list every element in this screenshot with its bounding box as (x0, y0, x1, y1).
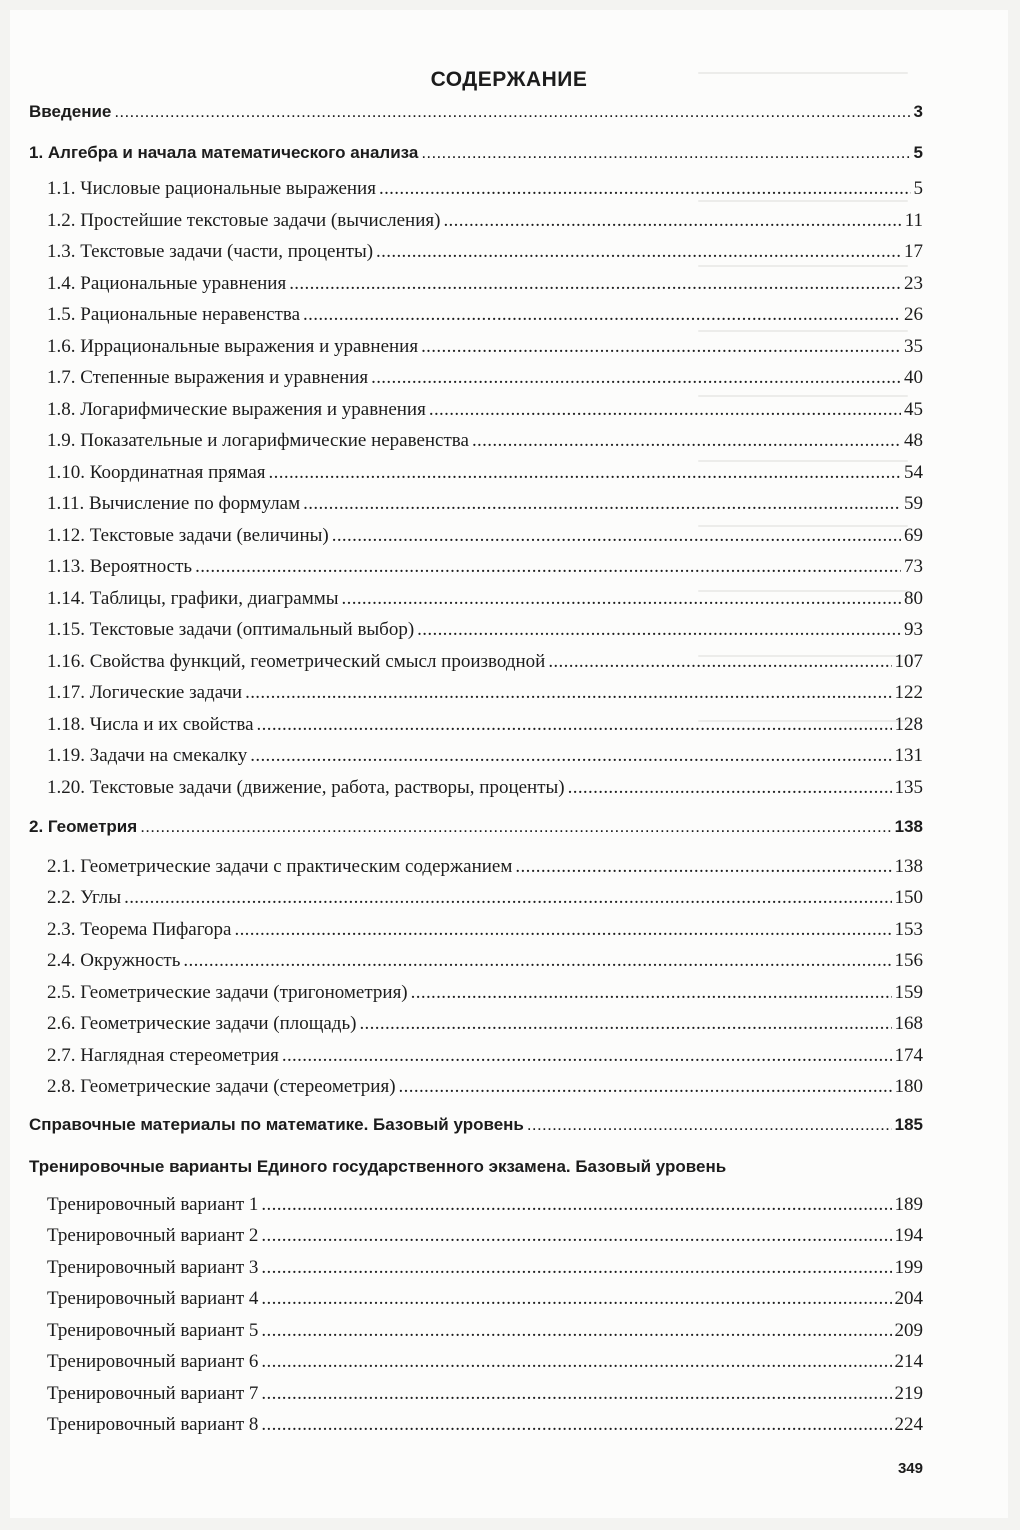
toc-entry-page: 219 (894, 1383, 923, 1404)
toc-entry (47, 335, 923, 359)
dot-leader (261, 1256, 891, 1280)
toc-entry-page: 73 (904, 556, 923, 577)
toc-entry-page: 174 (894, 1045, 923, 1066)
toc-entry (47, 1287, 923, 1311)
toc-entry-title: 1.9. Показательные и логарифмические неравенства (47, 430, 469, 451)
dot-leader (376, 240, 901, 264)
toc-entry (47, 1012, 923, 1036)
toc-entry-page: 224 (894, 1414, 923, 1435)
toc-entry-page: 80 (904, 588, 923, 609)
toc-entry-title: 1.11. Вычисление по формулам (47, 493, 301, 514)
toc-entry-page: 69 (904, 525, 923, 546)
toc-entry-page: 5 (913, 143, 923, 162)
toc-entry-page: 48 (904, 430, 923, 451)
toc-entry (47, 209, 923, 233)
toc-entry-title: Тренировочный вариант 2 (47, 1225, 259, 1246)
toc-entry-page: 214 (894, 1351, 923, 1372)
toc-entry-title: 2.4. Окружность (47, 950, 181, 971)
toc-entry-title: Тренировочный вариант 5 (47, 1320, 259, 1341)
toc-entry-page: 23 (904, 273, 923, 294)
dot-leader (527, 1113, 892, 1137)
toc-entry-page: 153 (894, 919, 923, 940)
toc-entry-title: 1. Алгебра и начала математического анализа (29, 143, 419, 162)
dot-leader (282, 1044, 892, 1068)
dot-leader (261, 1413, 891, 1437)
dot-leader (289, 272, 901, 296)
toc-entry (47, 240, 923, 264)
toc-entry-title: 2.7. Наглядная стереометрия (47, 1045, 279, 1066)
toc-entry-title: 1.14. Таблицы, графики, диаграммы (47, 588, 339, 609)
toc-entry-page: 156 (894, 950, 923, 971)
toc-entry-title: 1.12. Текстовые задачи (величины) (47, 525, 329, 546)
toc-entry-title: Тренировочный вариант 6 (47, 1351, 259, 1372)
toc-entry-title: 1.7. Степенные выражения и уравнения (47, 367, 369, 388)
dot-leader (429, 398, 901, 422)
toc-entry-title: 1.13. Вероятность (47, 556, 193, 577)
toc-entry-page: 168 (894, 1013, 923, 1034)
toc-entry-title: 1.10. Координатная прямая (47, 462, 266, 483)
toc-entry-page: 185 (894, 1115, 923, 1134)
toc-entry (47, 398, 923, 422)
toc-entry (47, 1044, 923, 1068)
toc-entry (47, 713, 923, 737)
toc-entry-title: 1.18. Числа и их свойства (47, 714, 254, 735)
toc-section-entry (29, 815, 923, 839)
toc-entry (47, 1413, 923, 1437)
toc-entry (47, 1319, 923, 1343)
toc-entry-page: 189 (894, 1194, 923, 1215)
toc-entry-title: Тренировочный вариант 1 (47, 1194, 259, 1215)
toc-entry-title: 2.3. Теорема Пифагора (47, 919, 232, 940)
toc-entry-title: Тренировочный вариант 7 (47, 1383, 259, 1404)
toc-entry-page: 209 (894, 1320, 923, 1341)
toc-entry (47, 1075, 923, 1099)
dot-leader (261, 1193, 891, 1217)
dot-leader (269, 461, 901, 485)
dot-leader (261, 1350, 891, 1374)
toc-entry (47, 650, 923, 674)
book-page (10, 10, 1008, 1518)
toc-entry-page: 45 (904, 399, 923, 420)
toc-entry (47, 1256, 923, 1280)
toc-entry (47, 555, 923, 579)
toc-entry-title: 2.2. Углы (47, 887, 122, 908)
dot-leader (261, 1224, 891, 1248)
toc-entry-title: 2.5. Геометрические задачи (тригонометрия) (47, 982, 408, 1003)
toc-entry-title: 1.5. Рациональные неравенства (47, 304, 301, 325)
toc-entry-page: 122 (894, 682, 923, 703)
toc-entry (47, 1382, 923, 1406)
toc-entry-title: Справочные материалы по математике. Базовый уровень (29, 1115, 524, 1134)
toc-entry-title: 1.6. Иррациональные выражения и уравнения (47, 336, 419, 357)
toc-entry-page: 107 (894, 651, 923, 672)
dot-leader (515, 855, 891, 879)
dot-leader (379, 177, 911, 201)
toc-entry-page: 150 (894, 887, 923, 908)
toc-entry-page: 3 (913, 102, 923, 121)
dot-leader (548, 650, 891, 674)
toc-entry-page: 26 (904, 304, 923, 325)
toc-entry-title: 2.8. Геометрические задачи (стереометрия) (47, 1076, 396, 1097)
dot-leader (195, 555, 901, 579)
toc-entry-page: 54 (904, 462, 923, 483)
toc-entry (47, 1193, 923, 1217)
dot-leader (261, 1319, 891, 1343)
toc-entry-page: 93 (904, 619, 923, 640)
toc-entry (47, 918, 923, 942)
dot-leader (359, 1012, 891, 1036)
toc-entry (47, 177, 923, 201)
toc-entry (47, 429, 923, 453)
toc-entry-page: 17 (904, 241, 923, 262)
toc-entry (47, 776, 923, 800)
toc-entry (47, 981, 923, 1005)
toc-entry (47, 744, 923, 768)
dot-leader (257, 713, 892, 737)
dot-leader (261, 1382, 891, 1406)
dot-leader (183, 949, 891, 973)
toc-entry (47, 1224, 923, 1248)
dot-leader (421, 141, 910, 165)
toc-entry-page: 138 (894, 817, 923, 836)
dot-leader (245, 681, 891, 705)
toc-entry-page: 35 (904, 336, 923, 357)
dot-leader (261, 1287, 891, 1311)
toc-entry-title: Тренировочный вариант 3 (47, 1257, 259, 1278)
page-title: СОДЕРЖАНИЕ (430, 68, 588, 91)
toc-entry (47, 524, 923, 548)
toc-entry (47, 303, 923, 327)
table-of-contents (10, 10, 1008, 1518)
toc-entry-page: 159 (894, 982, 923, 1003)
toc-entry-page: 180 (894, 1076, 923, 1097)
dot-leader (332, 524, 901, 548)
toc-entry-page: 128 (894, 714, 923, 735)
toc-entry (47, 1350, 923, 1374)
toc-entry (47, 587, 923, 611)
toc-entry (47, 618, 923, 642)
toc-entry-title: Тренировочный вариант 8 (47, 1414, 259, 1435)
toc-entry-title: 1.20. Текстовые задачи (движение, работа, растворы, проценты) (47, 777, 565, 798)
dot-leader (303, 492, 901, 516)
toc-entry-page: 138 (894, 856, 923, 877)
toc-entry-title: 1.19. Задачи на смекалку (47, 745, 248, 766)
toc-entry-title: 2.6. Геометрические задачи (площадь) (47, 1013, 357, 1034)
toc-entry-page: 40 (904, 367, 923, 388)
toc-entry-title: 1.1. Числовые рациональные выражения (47, 178, 376, 199)
dot-leader (421, 335, 901, 359)
toc-entry-page: 194 (894, 1225, 923, 1246)
toc-entry-page: 131 (894, 745, 923, 766)
dot-leader (140, 815, 891, 839)
dot-leader (124, 886, 891, 910)
page-number: 349 (897, 1460, 923, 1477)
toc-entry-title: 1.3. Текстовые задачи (части, проценты) (47, 241, 374, 262)
toc-entry-page: 5 (913, 178, 923, 199)
dot-leader (114, 100, 910, 124)
toc-entry-title: 1.17. Логические задачи (47, 682, 243, 703)
toc-section-entry (29, 1113, 923, 1137)
dot-leader (303, 303, 901, 327)
toc-section-entry (29, 100, 923, 124)
dot-leader (399, 1075, 892, 1099)
toc-entry (47, 886, 923, 910)
dot-leader (250, 744, 891, 768)
toc-entry-title: 2. Геометрия (29, 817, 138, 836)
toc-entry (47, 492, 923, 516)
dot-leader (411, 981, 892, 1005)
toc-entry-page: 11 (904, 210, 923, 231)
toc-entry (47, 949, 923, 973)
dot-leader (371, 366, 901, 390)
toc-entry-page: 204 (894, 1288, 923, 1309)
toc-entry (47, 461, 923, 485)
dot-leader (417, 618, 901, 642)
toc-entry-title: 1.2. Простейшие текстовые задачи (вычисления) (47, 210, 441, 231)
dot-leader (342, 587, 901, 611)
toc-entry-title: Введение (29, 102, 112, 121)
toc-entry-title: Тренировочный вариант 4 (47, 1288, 259, 1309)
toc-entry-page: 135 (894, 777, 923, 798)
toc-entry-title: 1.4. Рациональные уравнения (47, 273, 287, 294)
toc-entry-title: 2.1. Геометрические задачи с практическим содержанием (47, 856, 513, 877)
toc-entry-page: 199 (894, 1257, 923, 1278)
toc-entry-title: 1.15. Текстовые задачи (оптимальный выбор) (47, 619, 415, 640)
dot-leader (443, 209, 901, 233)
toc-entry-title: 1.8. Логарифмические выражения и уравнения (47, 399, 426, 420)
dot-leader (234, 918, 891, 942)
toc-section-entry (29, 141, 923, 165)
dot-leader (472, 429, 901, 453)
toc-entry-title: 1.16. Свойства функций, геометрический смысл производной (47, 651, 546, 672)
toc-section-heading: Тренировочные варианты Единого государственного экзамена. Базовый уровень (29, 1157, 727, 1176)
toc-entry (47, 366, 923, 390)
toc-entry (47, 681, 923, 705)
toc-entry (47, 855, 923, 879)
toc-entry (47, 272, 923, 296)
toc-entry-page: 59 (904, 493, 923, 514)
dot-leader (568, 776, 892, 800)
